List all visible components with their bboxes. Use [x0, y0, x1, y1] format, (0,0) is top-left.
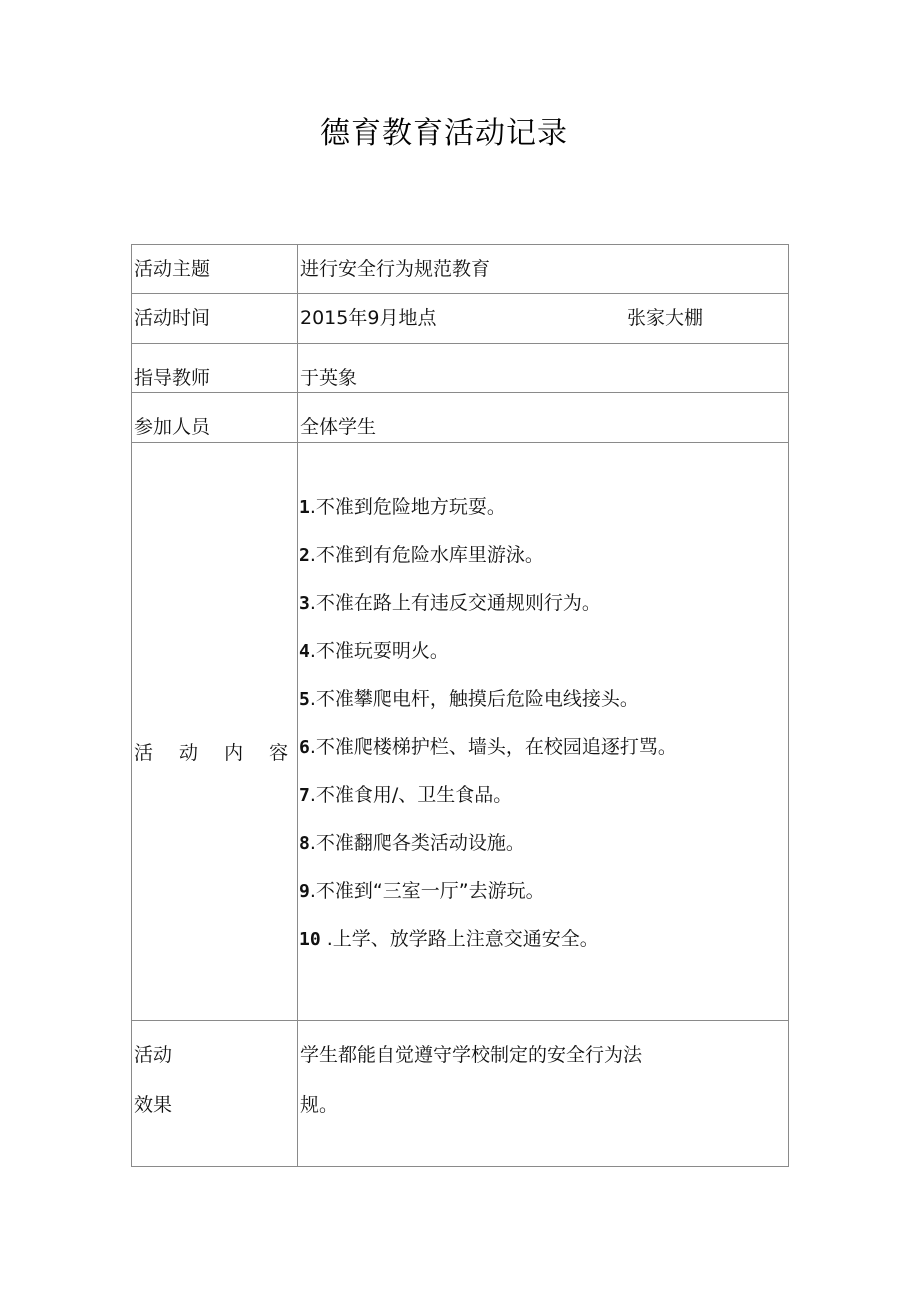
theme-label-cell: [132, 245, 298, 294]
content-label-cell: [132, 443, 298, 1021]
list-item-number: 6: [299, 737, 310, 758]
list-item-number: 2: [299, 545, 310, 566]
table-row-content: [132, 443, 789, 1021]
list-item-text: .不准翻爬各类活动设施。: [309, 832, 525, 854]
list-item-number: 5: [299, 689, 310, 710]
list-item-number: 4: [299, 641, 310, 662]
list-item-text: .不准在路上有违反交通规则行为。: [309, 592, 601, 614]
teacher-value-cell: [298, 344, 789, 393]
list-item: [299, 639, 677, 687]
list-item-text: .不准到“三室一厅”去游玩。: [309, 880, 545, 902]
list-item-number: 10: [299, 929, 321, 950]
effect-value-line1: 学生都能自觉遵守学校制定的安全行为法: [300, 1044, 643, 1066]
content-list: [299, 495, 677, 975]
list-item-text: .不准玩耍明火。: [309, 640, 449, 662]
effect-value-line2: 规。: [300, 1094, 339, 1116]
teacher-label-cell: [132, 344, 298, 393]
list-item-text: .不准食用/、卫生食品。: [309, 784, 513, 806]
list-item: [299, 591, 677, 639]
table-row-effect: [132, 1021, 789, 1167]
time-value-cell: [298, 294, 789, 344]
effect-label-line1: 活动: [134, 1044, 173, 1066]
time-label-cell: [132, 294, 298, 344]
table-row-participants: [132, 393, 789, 443]
list-item-text: .上学、放学路上注意交通安全。: [320, 928, 599, 950]
theme-label: 活动主题: [134, 258, 211, 280]
list-item-text: .不准到危险地方玩耍。: [309, 496, 506, 518]
theme-value-cell: [298, 245, 789, 294]
participants-label-cell: [132, 393, 298, 443]
list-item: [299, 927, 677, 975]
table-row-theme: [132, 245, 789, 294]
page-title: 德育教育活动记录: [320, 116, 568, 151]
time-label: 活动时间: [134, 307, 211, 329]
list-item-number: 1: [299, 497, 310, 518]
teacher-value: 于英象: [300, 367, 358, 389]
effect-label-line2: 效果: [134, 1094, 173, 1116]
time-value: 2015年9月地点: [300, 307, 437, 329]
participants-value-cell: [298, 393, 789, 443]
participants-value: 全体学生: [300, 416, 377, 438]
location-value: 张家大棚: [627, 307, 704, 329]
list-item: [299, 783, 677, 831]
list-item: [299, 495, 677, 543]
list-item: [299, 735, 677, 783]
content-label: 活 动 内 容: [134, 742, 299, 764]
table-row-teacher: [132, 344, 789, 393]
list-item-number: 3: [299, 593, 310, 614]
teacher-label: 指导教师: [134, 367, 211, 389]
list-item: [299, 879, 677, 927]
effect-value-cell: [298, 1021, 789, 1167]
content-value-cell: [298, 443, 789, 1021]
theme-value: 进行安全行为规范教育: [300, 258, 491, 280]
list-item-number: 8: [299, 833, 310, 854]
list-item: [299, 687, 677, 735]
list-item-text: .不准到有危险水库里游泳。: [309, 544, 544, 566]
list-item-text: .不准爬楼梯护栏、墙头，在校园追逐打骂。: [309, 736, 677, 758]
list-item-text: .不准攀爬电杆，触摸后危险电线接头。: [309, 688, 639, 710]
activity-record-table: [131, 244, 789, 1167]
participants-label: 参加人员: [134, 416, 211, 438]
table-row-time: [132, 294, 789, 344]
list-item: [299, 831, 677, 879]
list-item-number: 9: [299, 881, 310, 902]
list-item: [299, 543, 677, 591]
list-item-number: 7: [299, 785, 310, 806]
effect-label-cell: [132, 1021, 298, 1167]
